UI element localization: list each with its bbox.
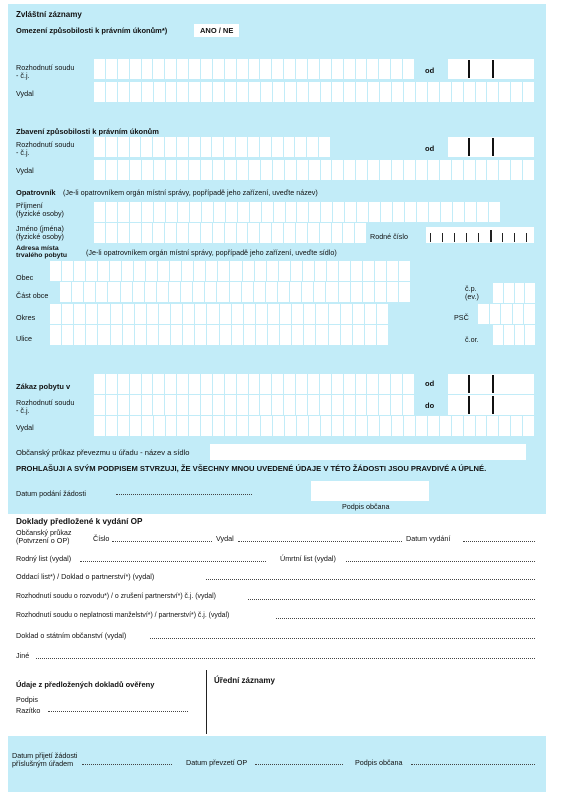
divorce-decision-label: Rozhodnutí soudu o rozvodu*) / o zrušení partnerství*) č.j. (vydal)	[16, 593, 216, 600]
address-label-2: trvalého pobytu	[16, 252, 67, 259]
invalidity-decision-label: Rozhodnutí soudu o neplatnosti manželství*) / partnerství*) č.j. (vydal)	[16, 612, 230, 619]
from-label-2: od	[425, 144, 435, 153]
from-label-3: od	[425, 379, 435, 388]
case-number-label-3: - č.j.	[16, 406, 30, 415]
orientation-number-label: č.or.	[465, 335, 479, 344]
id-card-pickup-field[interactable]	[210, 444, 526, 460]
court-decision-field-2[interactable]	[94, 137, 330, 157]
declaration-text: PROHLAŠUJI A SVÝM PODPISEM STVRZUJI, ŽE VŠECHNY MNOU UVEDENÉ ÚDAJE V TÉTO ŽÁDOSTI JSOU PRAVDIVÉ A ÚPLNÉ.	[16, 464, 487, 473]
submission-date-line[interactable]	[116, 494, 252, 495]
documents-title: Doklady předložené k vydání OP	[16, 517, 143, 526]
surname-sub-label: (fyzické osoby)	[16, 209, 64, 218]
yes-no-option[interactable]: ANO / NE	[194, 24, 239, 37]
receipt-date-line[interactable]	[82, 764, 172, 765]
signature-label: Podpis	[16, 695, 38, 704]
birth-certificate-label: Rodný list (vydal)	[16, 554, 72, 563]
issued-by-field-1[interactable]	[94, 82, 534, 102]
court-decision-label-2: Rozhodnutí soudu	[16, 140, 75, 149]
to-label: do	[425, 401, 435, 410]
citizenship-document-label: Doklad o státním občanství (vydal)	[16, 631, 127, 640]
pickup-date-label: Datum převzetí OP	[186, 758, 248, 767]
municipality-field[interactable]	[50, 261, 410, 281]
invalidity-decision-line[interactable]	[276, 618, 535, 619]
marriage-certificate-label: Oddací list*) / Doklad o partnerství*) (vydal)	[16, 572, 155, 581]
district-label: Okres	[16, 313, 36, 322]
court-decision-field-3[interactable]	[94, 395, 414, 415]
id-card-label: Občanský průkaz	[16, 528, 72, 537]
postal-code-field[interactable]	[478, 304, 535, 324]
signature-stamp-line[interactable]	[48, 711, 188, 712]
marriage-certificate-line[interactable]	[206, 579, 535, 580]
citizen-signature-label: Podpis občana	[342, 502, 390, 511]
other-documents-line[interactable]	[36, 658, 535, 659]
official-records-title: Úřední záznamy	[214, 676, 275, 685]
divorce-decision-line[interactable]	[248, 599, 535, 600]
date-from-field-1[interactable]	[448, 59, 534, 79]
postal-code-label: PSČ	[454, 313, 469, 322]
court-decision-field-1[interactable]	[94, 59, 414, 79]
birth-certificate-line[interactable]	[80, 561, 266, 562]
issue-date-label: Datum vydání	[406, 534, 451, 543]
date-from-field-2[interactable]	[448, 137, 534, 157]
documents-panel	[8, 514, 546, 668]
municipality-part-field[interactable]	[60, 282, 410, 302]
number-line[interactable]	[112, 541, 212, 542]
issuer-line[interactable]	[238, 541, 402, 542]
court-decision-label: Rozhodnutí soudu	[16, 63, 75, 72]
other-documents-label: Jiné	[16, 651, 30, 660]
stamp-label: Razítko	[16, 706, 41, 715]
issued-by-label-2: Vydal	[16, 166, 34, 175]
address-note: (Je-li opatrovníkem orgán místní správy, popřípadě jeho zařízení, uveďte sídlo)	[86, 248, 337, 257]
house-number-field[interactable]	[493, 283, 535, 303]
verification-title: Údaje z předložených dokladů ověřeny	[16, 680, 155, 689]
citizenship-document-line[interactable]	[150, 638, 535, 639]
receipt-date-label-1: Datum přijetí žádosti	[12, 751, 78, 760]
residence-ban-field[interactable]	[94, 374, 414, 394]
receipt-date-label-2: příslušným úřadem	[12, 759, 74, 768]
first-name-field[interactable]	[94, 223, 366, 243]
panel-divider	[206, 670, 207, 734]
first-name-label: Jméno (jména)	[16, 224, 64, 233]
case-number-label-2: - č.j.	[16, 148, 30, 157]
house-number-sub-label: (ev.)	[465, 292, 479, 301]
issued-by-field-3[interactable]	[94, 416, 534, 436]
case-number-label: - č.j.	[16, 71, 30, 80]
orientation-number-field[interactable]	[493, 325, 535, 345]
from-label-1: od	[425, 66, 435, 75]
municipality-part-label: Část obce	[16, 291, 49, 300]
incapacity-title: Zbavení způsobilosti k právním úkonům	[16, 127, 159, 136]
issue-date-line[interactable]	[463, 541, 535, 542]
footer-signature-line[interactable]	[411, 764, 535, 765]
address-label-1: Adresa místa	[16, 245, 59, 252]
death-certificate-line[interactable]	[346, 561, 535, 562]
footer-signature-label: Podpis občana	[355, 758, 403, 767]
id-card-confirm-label: (Potvrzení o OP)	[16, 536, 70, 545]
surname-label: Příjmení	[16, 201, 43, 210]
issued-by-label-1: Vydal	[16, 89, 34, 98]
street-label: Ulice	[16, 334, 32, 343]
guardian-note: (Je-li opatrovníkem orgán místní správy, popřípadě jeho zařízení, uveďte název)	[63, 188, 318, 197]
date-to-field[interactable]	[448, 395, 534, 415]
id-card-pickup-label: Občanský průkaz převezmu u úřadu - název a sídlo	[16, 448, 190, 457]
issued-by-label-3: Vydal	[16, 423, 34, 432]
surname-field[interactable]	[94, 202, 500, 222]
special-records-title: Zvláštní záznamy	[16, 10, 82, 19]
citizen-signature-field[interactable]	[311, 481, 429, 501]
street-field[interactable]	[50, 325, 388, 345]
verification-panel	[8, 668, 546, 736]
issued-by-field-2[interactable]	[94, 160, 534, 180]
court-decision-label-3: Rozhodnutí soudu	[16, 398, 75, 407]
date-from-field-3[interactable]	[448, 374, 534, 394]
submission-date-label: Datum podání žádosti	[16, 489, 86, 498]
birth-number-label: Rodné číslo	[370, 232, 408, 241]
house-number-label: č.p.	[465, 284, 477, 293]
residence-ban-title: Zákaz pobytu v	[16, 382, 71, 391]
issuer-label: Vydal	[216, 534, 234, 543]
application-form	[8, 4, 546, 792]
birth-number-field[interactable]	[426, 227, 534, 243]
number-label: Číslo	[93, 534, 110, 543]
district-field[interactable]	[50, 304, 388, 324]
death-certificate-label: Úmrtní list (vydal)	[280, 554, 336, 563]
restriction-label: Omezení způsobilosti k právním úkonům*)	[16, 26, 168, 35]
first-name-sub-label: (fyzické osoby)	[16, 232, 64, 241]
municipality-label: Obec	[16, 273, 34, 282]
pickup-date-line[interactable]	[255, 764, 343, 765]
guardian-title: Opatrovník	[16, 188, 56, 197]
